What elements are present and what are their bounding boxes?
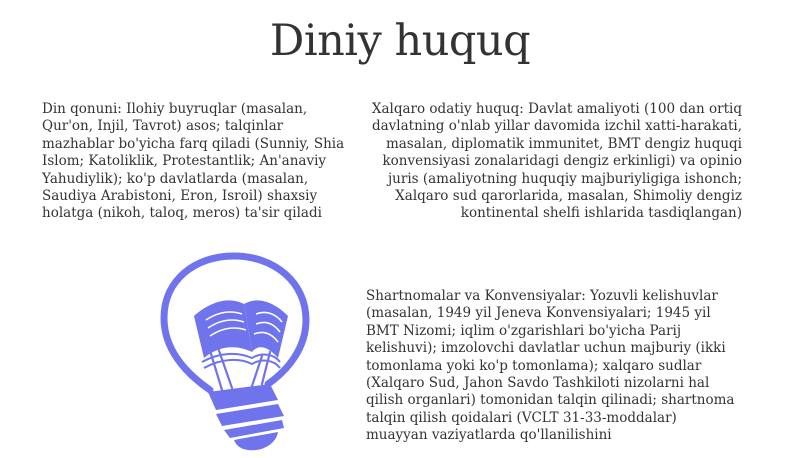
page-title: Diniy huquq: [269, 16, 531, 66]
lightbulb-book-icon: [150, 244, 320, 454]
treaties-text: Shartnomalar va Konvensiyalar: Yozuvli kelishuvlar (masalan, 1949 yil Jeneva Konvensiyalari; 1945 yil BMT Nizomi; iqlim o'zgarishlari bo'yicha Parij kelishuvi); imzolovchi davlatlar uchun majburiy (ikki tomonlama yoki ko'p tomonlama); xalqaro sudlar (Xalqaro Sud, Jahon Savdo Tashkiloti nizolarni hal qilish organlari) tomonidan talqin qilinadi; shartnoma talqin qilish qoidalari (VCLT 31-33-moddalar) muayyan vaziyatlarda qo'llanilishini: [366, 288, 735, 444]
customary-law-text: Xalqaro odatiy huquq: Davlat amaliyoti (100 dan ortiq davlatning o'nlab yillar davomida izchil xatti-harakati, masalan, diplomatik immunitet, BMT dengiz huquqi konvensiyasi zonalaridagi dengiz erkinligi) va opinio juris (amaliyotning huquqiy majburiyligiga ishonch; Xalqaro sud qarorlarida, masalan, Shimoliy dengiz kontinental shelfi ishlarida tasdiqlangan): [371, 101, 742, 222]
religious-law-text: Din qonuni: Ilohiy buyruqlar (masalan, Qur'on, Injil, Tavrot) asos; talqinlar mazhablar bo'yicha farq qiladi (Sunniy, Shia Islom; Katoliklik, Protestantlik; An'anaviy Yahudiylik); ko'p davlatlarda (masalan, Saudiya Arabistoni, Eron, Isroil) shaxsiy holatga (nikoh, taloq, meros) ta'sir qiladi: [42, 101, 345, 222]
